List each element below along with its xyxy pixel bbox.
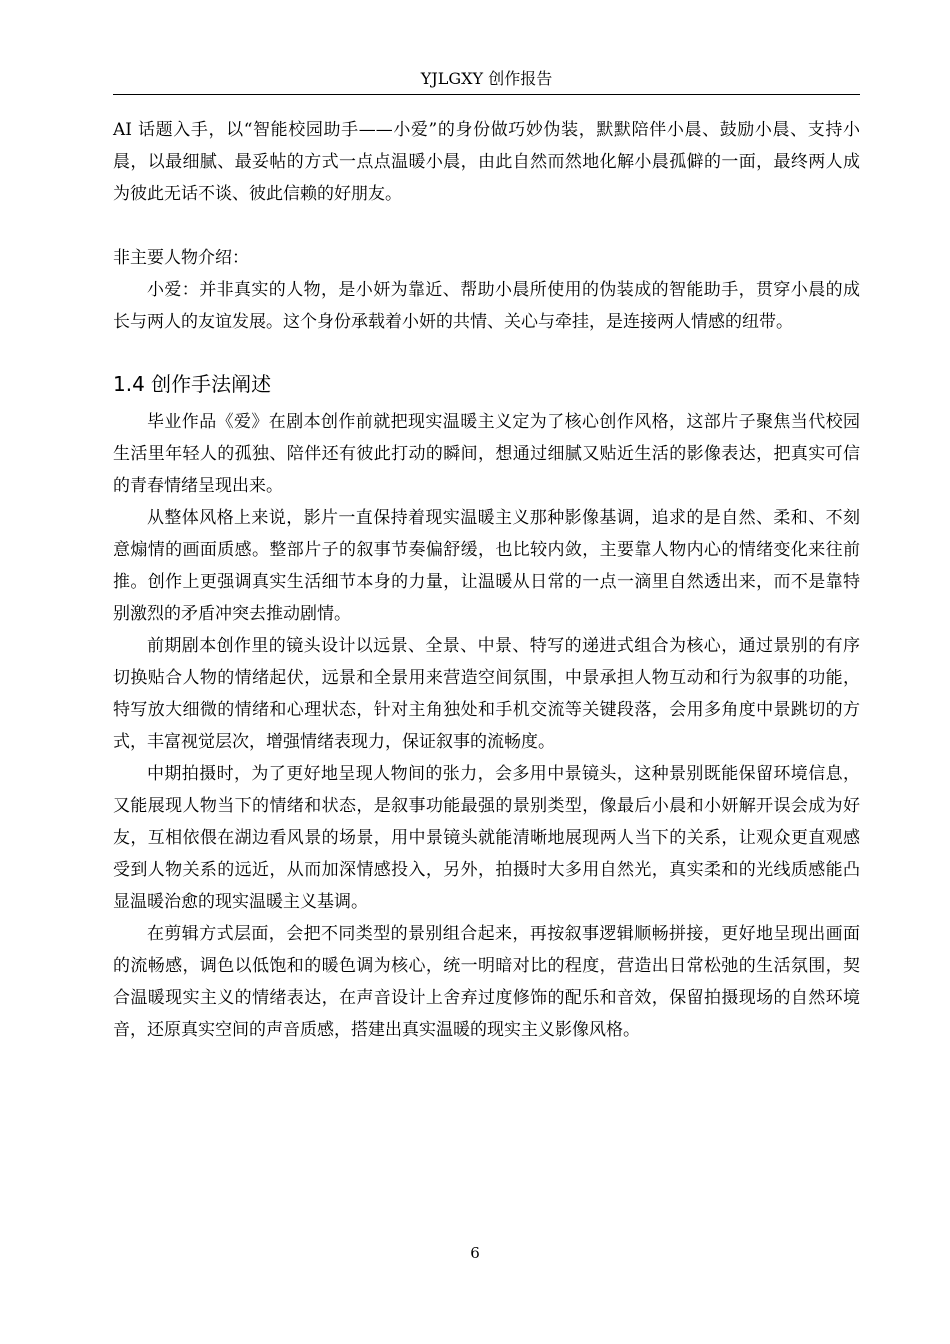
section-paragraph: 中期拍摄时，为了更好地呈现人物间的张力，会多用中景镜头，这种景别既能保留环境信息，又能展现人物当下的情绪和状态，是叙事功能最强的景别类型，像最后小晨和小妍解开误会成为好友，互相依偎在湖边看风景的场景，用中景镜头就能清晰地展现两人当下的关系，让观众更直观感受到人物关系的远近，从而加深情感投入，另外，拍摄时大多用自然光，真实柔和的光线质感能凸显温暖治愈的现实温暖主义基调。 xyxy=(113,764,860,912)
section-paragraph: 前期剧本创作里的镜头设计以远景、全景、中景、特写的递进式组合为核心，通过景别的有序切换贴合人物的情绪起伏，远景和全景用来营造空间氛围，中景承担人物互动和行为叙事的功能，特写放大细微的情绪和心理状态，针对主角独处和手机交流等关键段落，会用多角度中景跳切的方式，丰富视觉层次，增强情绪表现力，保证叙事的流畅度。 xyxy=(113,636,860,752)
section-paragraph: 毕业作品《爱》在剧本创作前就把现实温暖主义定为了核心创作风格，这部片子聚焦当代校园生活里年轻人的孤独、陪伴还有彼此打动的瞬间，想通过细腻又贴近生活的影像表达，把真实可信的青春情绪呈现出来。 xyxy=(113,412,860,496)
minor-character-paragraph: 小爱：并非真实的人物，是小妍为靠近、帮助小晨所使用的伪装成的智能助手，贯穿小晨的成长与两人的友谊发展。这个身份承载着小妍的共情、关心与牵挂，是连接两人情感的纽带。 xyxy=(113,280,860,332)
page-header xyxy=(113,64,860,95)
document-body xyxy=(113,114,860,1046)
header-title: YJLGXY 创作报告 xyxy=(420,69,553,88)
page-number: 6 xyxy=(470,1244,480,1262)
continued-paragraph: AI 话题入手，以“智能校园助手——小爱”的身份做巧妙伪装，默默陪伴小晨、鼓励小晨、支持小晨，以最细腻、最妥帖的方式一点点温暖小晨，由此自然而然地化解小晨孤僻的一面，最终两人成为彼此无话不谈、彼此信赖的好朋友。 xyxy=(113,120,860,204)
section-paragraph: 在剪辑方式层面，会把不同类型的景别组合起来，再按叙事逻辑顺畅拼接，更好地呈现出画面的流畅感，调色以低饱和的暖色调为核心，统一明暗对比的程度，营造出日常松弛的生活氛围，契合温暖现实主义的情绪表达，在声音设计上舍弃过度修饰的配乐和音效，保留拍摄现场的自然环境音，还原真实空间的声音质感，搭建出真实温暖的现实主义影像风格。 xyxy=(113,924,860,1040)
minor-characters-heading: 非主要人物介绍： xyxy=(113,248,249,268)
section-title: 1.4 创作手法阐述 xyxy=(113,372,272,396)
section-paragraph: 从整体风格上来说，影片一直保持着现实温暖主义那种影像基调，追求的是自然、柔和、不刻意煽情的画面质感。整部片子的叙事节奏偏舒缓，也比较内敛，主要靠人物内心的情绪变化来往前推。创作上更强调真实生活细节本身的力量，让温暖从日常的一点一滴里自然透出来，而不是靠特别激烈的矛盾冲突去推动剧情。 xyxy=(113,508,860,624)
